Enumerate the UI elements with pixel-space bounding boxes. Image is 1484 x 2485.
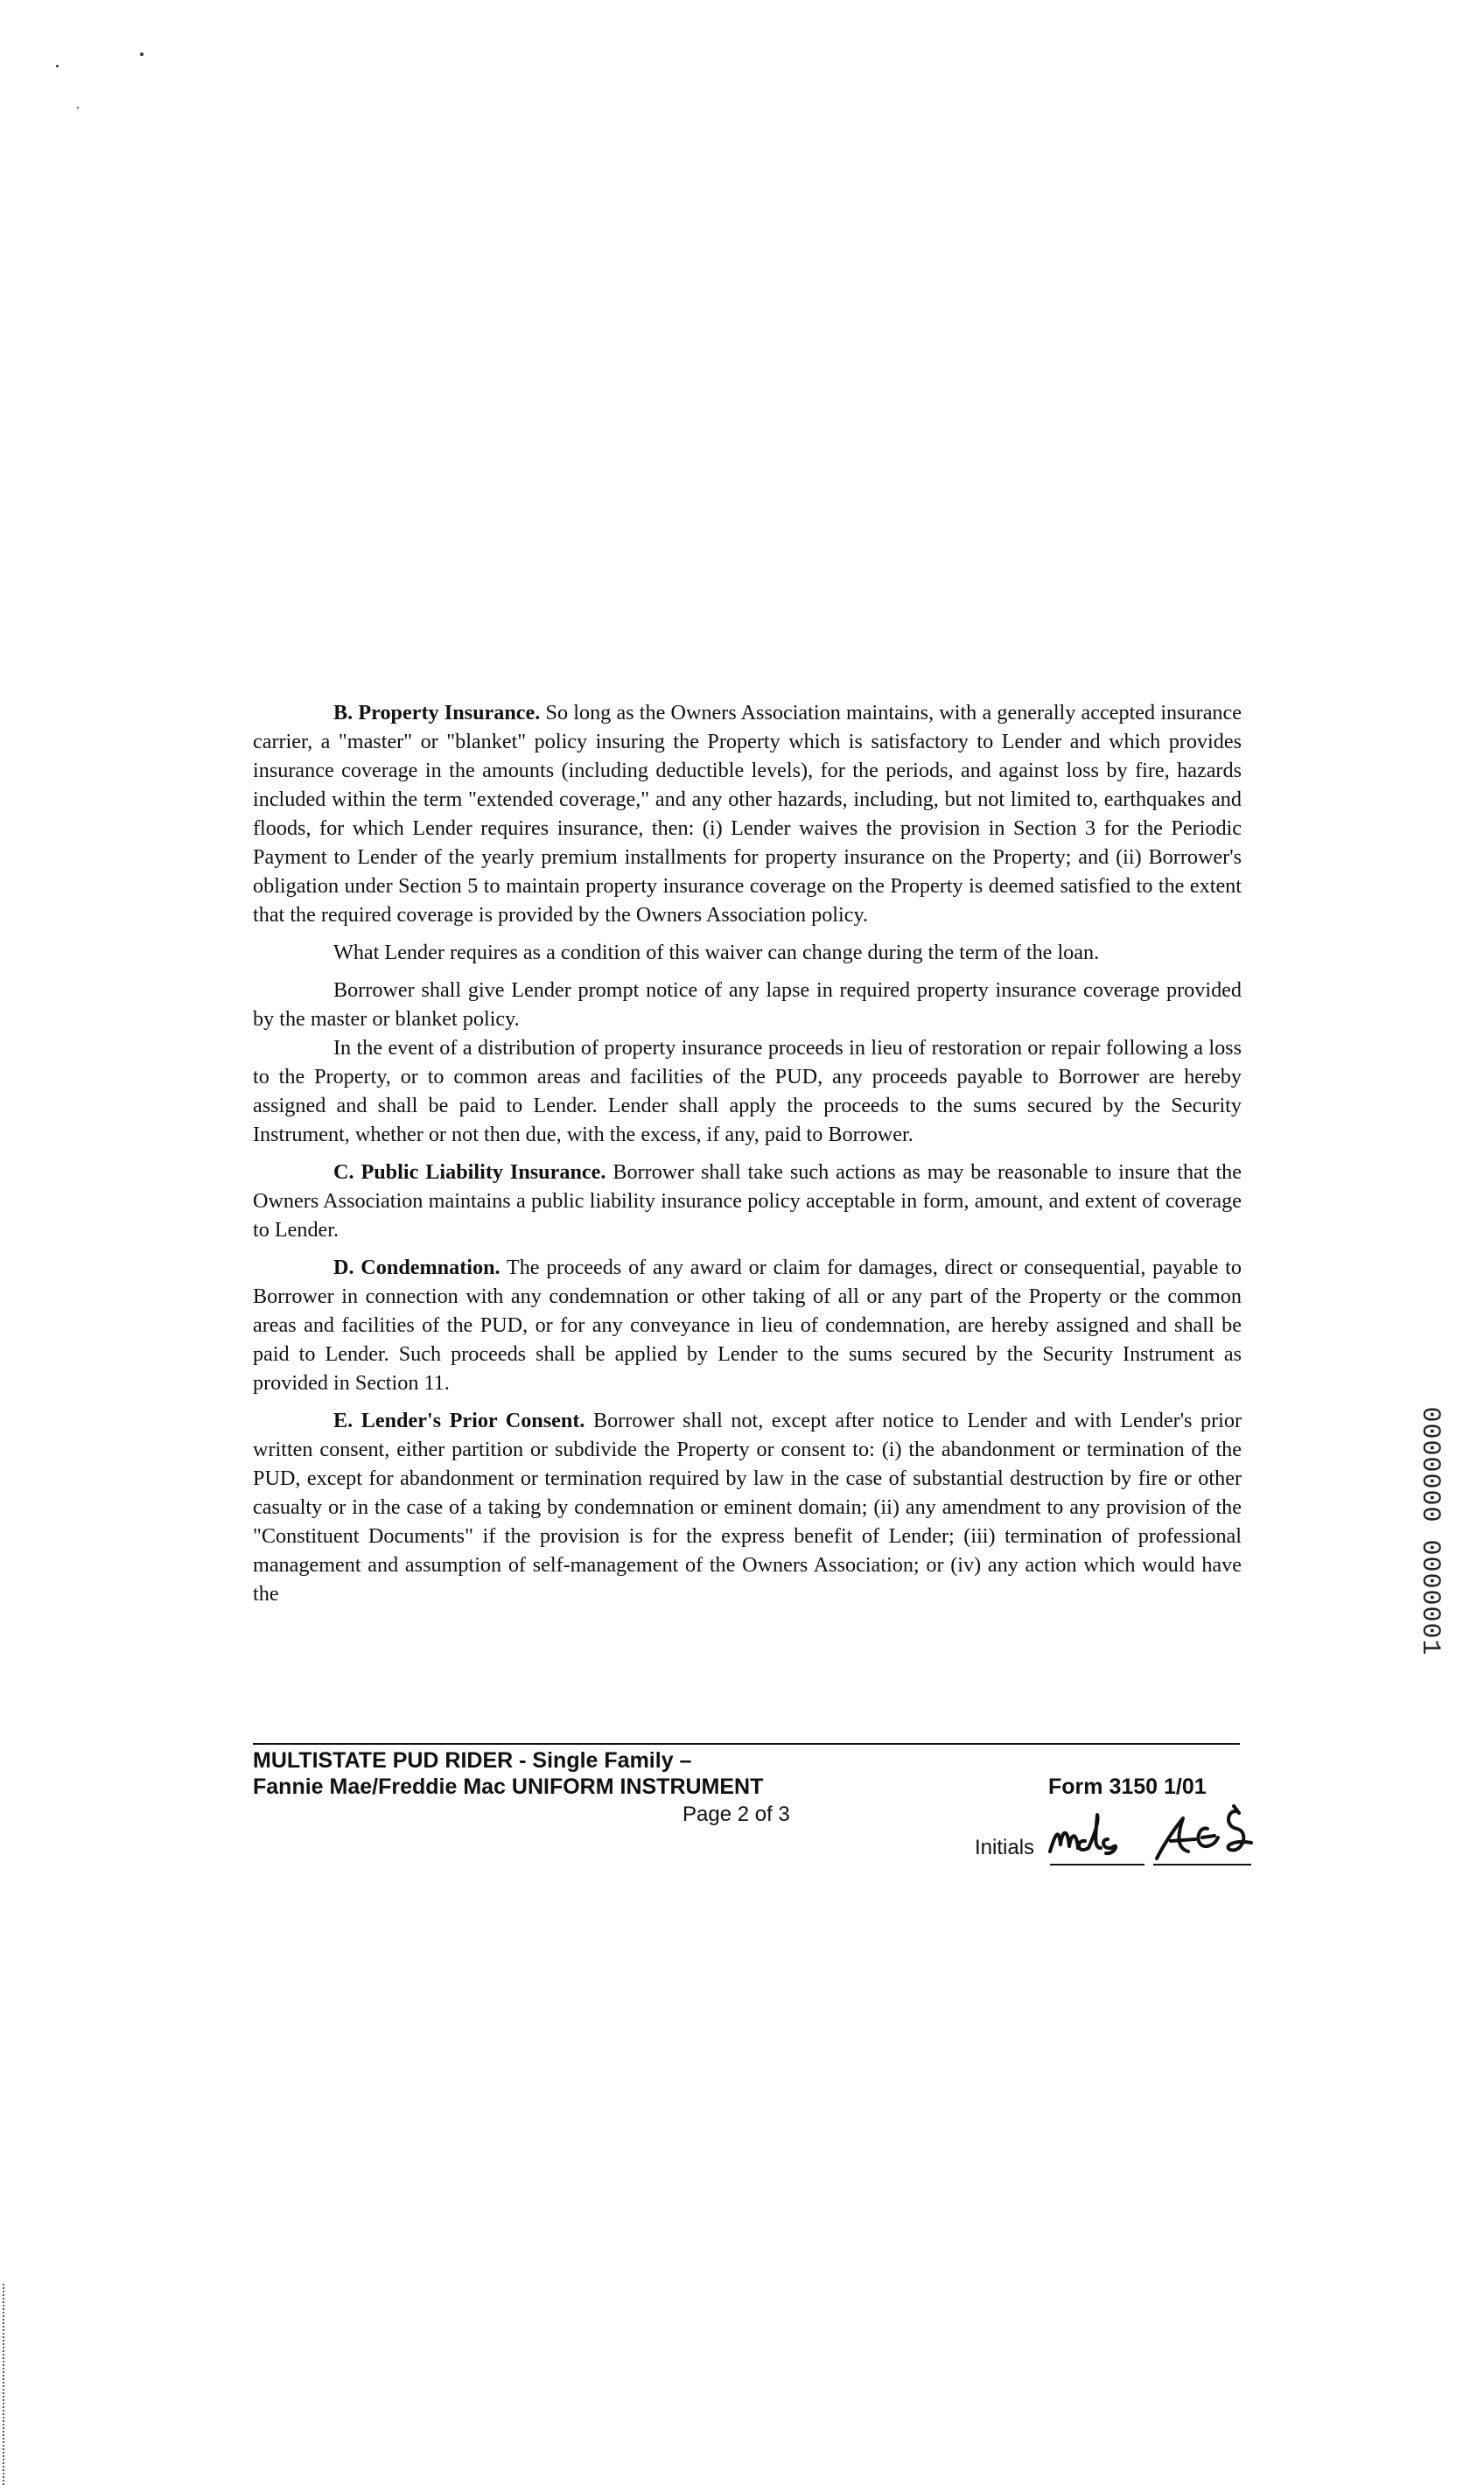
section-e-text: Borrower shall not, except after notice to Lender and with Lender's prior written consent, either partition or subdivide the Property or consent to: (i) the abandonment or termination of the PUD, except for abandonment or termination required by law in the case of substantial destruction by fire or other casualty or in the case of a taking by condemnation or eminent domain; (ii) any amendment to any provision of the "Constituent Documents" if the provision is for the express benefit of Lender; (iii) termination of professional management and assumption of self-management of the Owners Association; or (iv) any action which would have the (253, 1409, 1242, 1606)
initials-line-1 (1050, 1864, 1144, 1866)
side-stamp-text: 0000000 0000001 (1415, 1406, 1445, 1656)
scan-edge-mark (3, 2284, 4, 2485)
initials-signature-1 (1046, 1810, 1144, 1864)
footer-title-rest: - Single Family – (513, 1748, 692, 1773)
section-b-property-insurance (253, 698, 1242, 929)
section-b-notice: Borrower shall give Lender prompt notice of any lapse in required property insurance coverage provided by the master or blanket policy. (253, 978, 1242, 1031)
section-d-condemnation (253, 1253, 1242, 1397)
section-b-heading: B. Property Insurance. (333, 701, 541, 724)
footer-form-number: Form 3150 1/01 (1048, 1774, 1207, 1799)
footer-title-bold: MULTISTATE PUD RIDER (253, 1748, 514, 1773)
section-d-heading: D. Condemnation. (333, 1256, 500, 1279)
footer-form-title (253, 1748, 691, 1774)
scan-speck (56, 65, 59, 67)
section-b-text: So long as the Owners Association maintains, with a generally accepted insurance carrier, a "master" or "blanket" policy insuring the Property which is satisfactory to Lender and which provides insurance coverage in the amounts (including deductible levels), for the periods, and against loss by fire, hazards included within the term "extended coverage," and any other hazards, including, but not limited to, earthquakes and floods, for which Lender requires insurance, then: (i) Lender waives the provision in Section 3 for the Periodic Payment to Lender of the yearly premium installments for property insurance on the Property; and (ii) Borrower's obligation under Section 5 to maintain property insurance coverage on the Property is deemed satisfied to the extent that the required coverage is provided by the Owners Association policy. (253, 701, 1242, 927)
side-document-number (1404, 1406, 1456, 1656)
section-c-public-liability (253, 1158, 1242, 1244)
rider-body (253, 698, 1242, 1617)
section-e-lenders-consent (253, 1406, 1242, 1608)
scan-speck (140, 52, 144, 56)
footer-form-subtitle: Fannie Mae/Freddie Mac UNIFORM INSTRUMENT (253, 1774, 764, 1799)
section-c-heading: C. Public Liability Insurance. (333, 1160, 606, 1184)
section-d-text: The proceeds of any award or claim for damages, direct or consequential, payable to Borrower in connection with any condemnation or other taking of all or any part of the Property or the common areas and facilities of the PUD, or for any conveyance in lieu of condemnation, are hereby assigned and shall be paid to Lender. Such proceeds shall be applied by Lender to the sums secured by the Security Instrument as provided in Section 11. (253, 1256, 1242, 1395)
section-b-distribution: In the event of a distribution of property insurance proceeds in lieu of restoration or repair following a loss to the Property, or to common areas and facilities of the PUD, any proceeds payable to Borrower are hereby assigned and shall be paid to Lender. Lender shall apply the proceeds to the sums secured by the Security Instrument, whether or not then due, with the excess, if any, paid to Borrower. (253, 1036, 1242, 1146)
section-c-text: Borrower shall take such actions as may be reasonable to insure that the Owners Association maintains a public liability insurance policy acceptable in form, amount, and extent of coverage to Lender. (253, 1160, 1242, 1242)
footer-page-number: Page 2 of 3 (682, 1802, 790, 1826)
initials-signature-2 (1153, 1802, 1258, 1867)
section-e-heading: E. Lender's Prior Consent. (333, 1409, 585, 1432)
footer-initials-label: Initials (975, 1836, 1035, 1859)
scan-speck (77, 107, 79, 108)
section-b-waiver: What Lender requires as a condition of this waiver can change during the term of the loan. (333, 941, 1100, 964)
footer-divider (253, 1743, 1240, 1745)
